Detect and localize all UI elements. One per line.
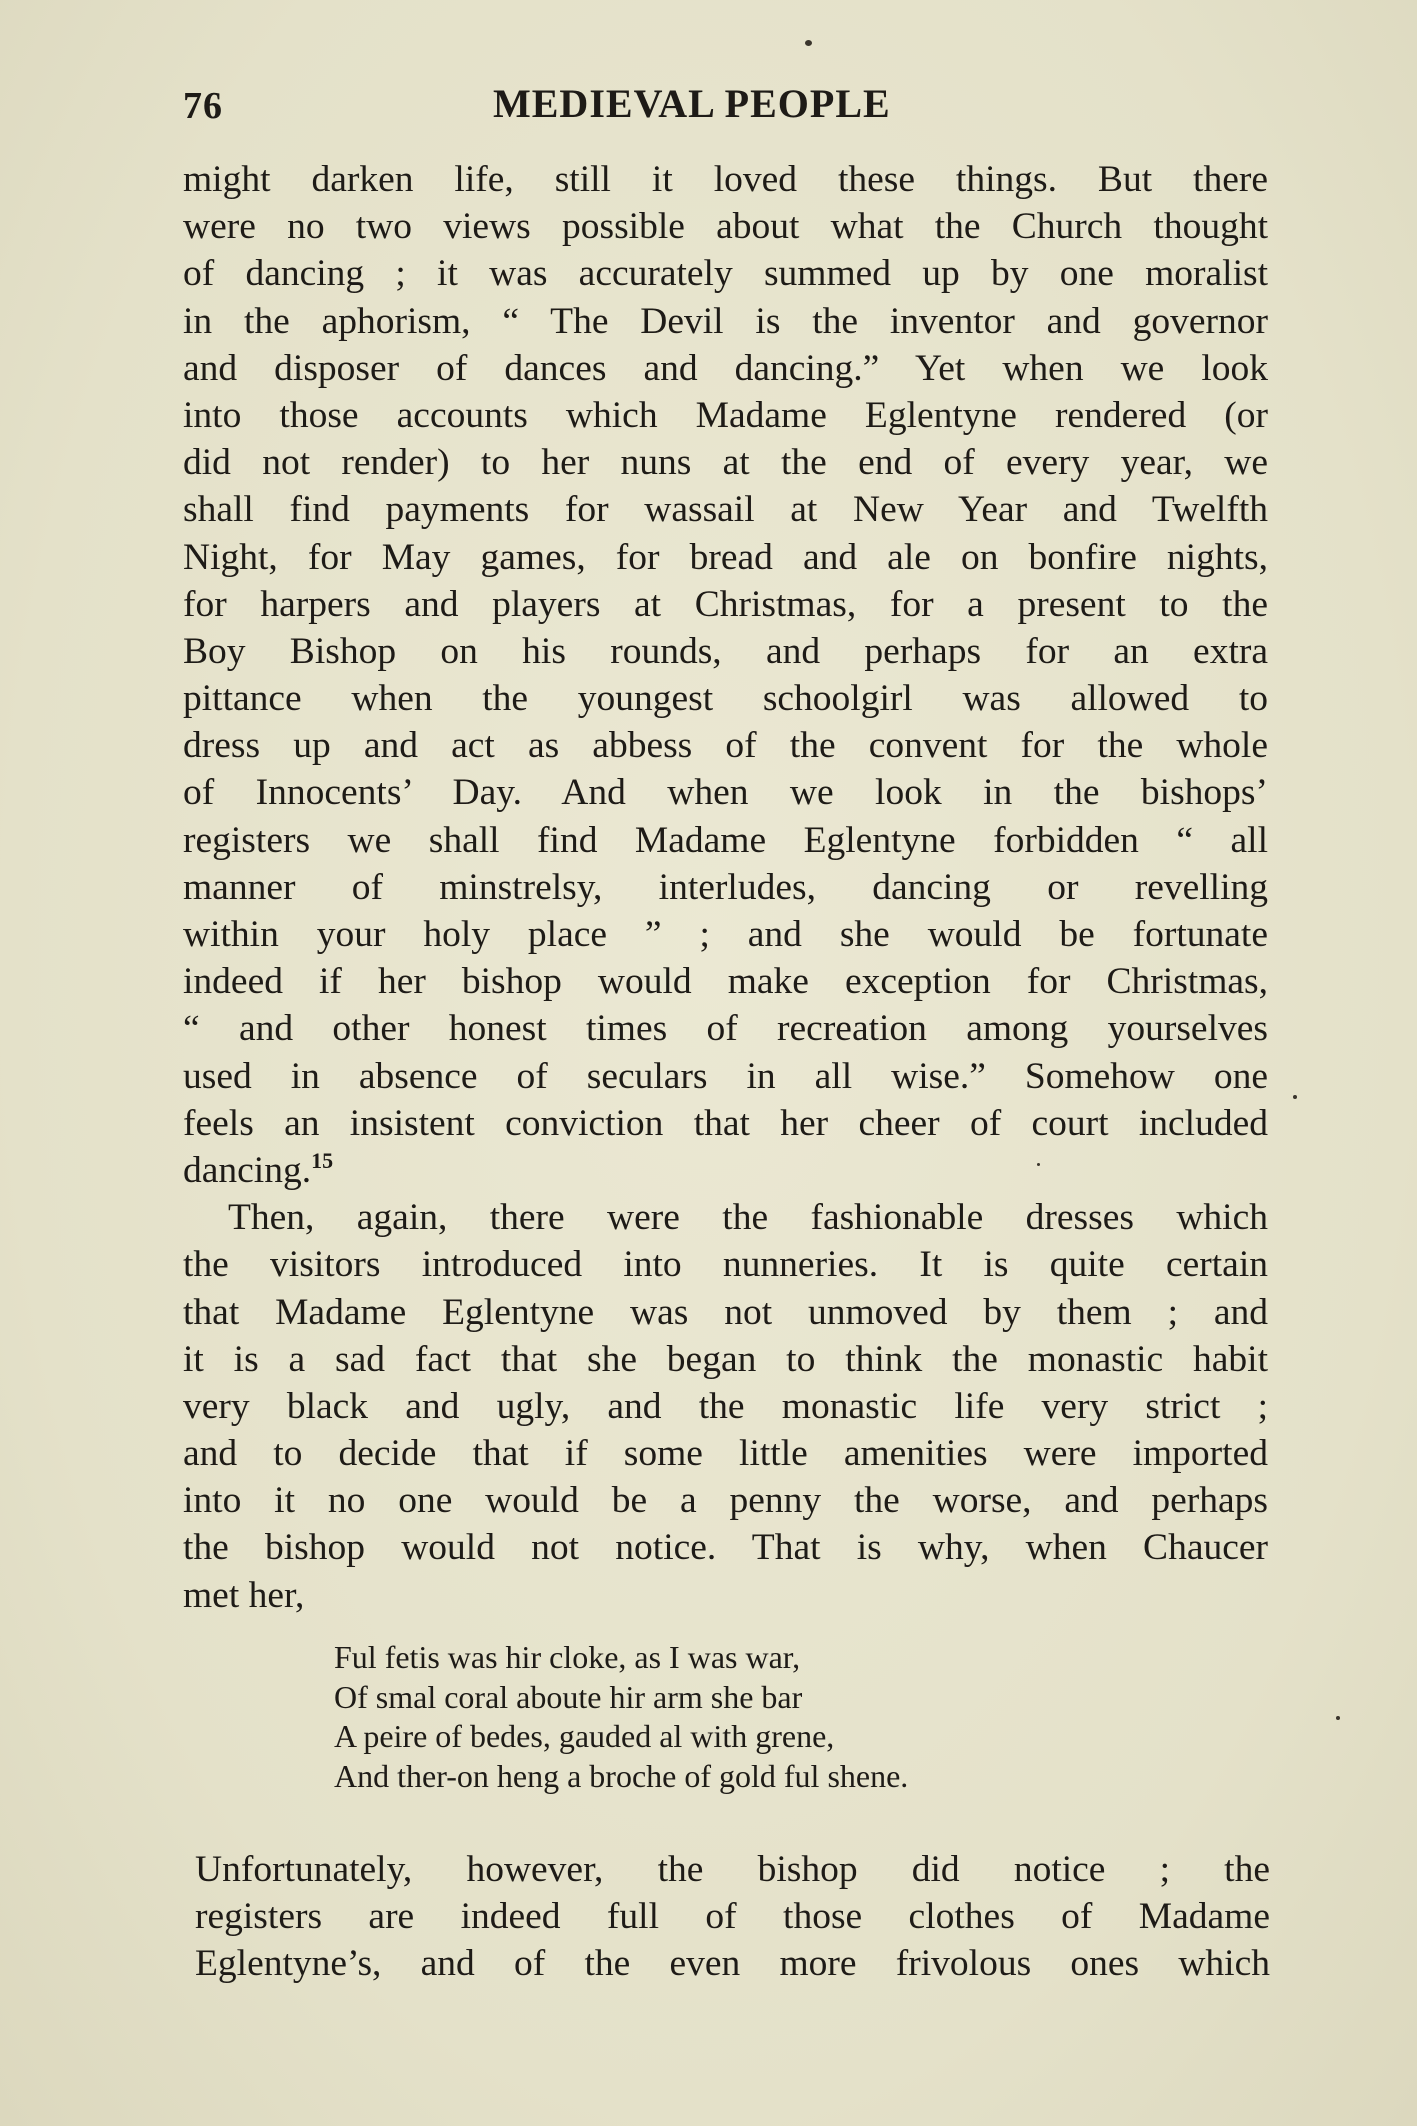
text-line: Boy Bishop on his rounds, and perhaps for an extra: [183, 630, 1268, 672]
paragraph-end-word: dancing.: [183, 1149, 312, 1191]
ink-speck: [1293, 1095, 1297, 1099]
text-line: into those accounts which Madame Eglentyne rendered (or: [183, 394, 1268, 436]
verse-line: Ful fetis was hir cloke, as I was war,: [334, 1639, 801, 1675]
text-line: the visitors introduced into nunneries. It is quite certain: [183, 1244, 1268, 1286]
text-line: and to decide that if some little amenities were imported: [183, 1433, 1268, 1475]
text-line: it is a sad fact that she began to think the monastic habit: [183, 1338, 1268, 1380]
text-line: Unfortunately, however, the bishop did notice ; the: [195, 1849, 1270, 1890]
text-line: in the aphorism, “ The Devil is the inventor and governor: [183, 300, 1268, 342]
text-line: the bishop would not notice. That is why, when Chaucer: [183, 1527, 1268, 1569]
running-title: MEDIEVAL PEOPLE: [493, 81, 891, 126]
text-line: of dancing ; it was accurately summed up by one moralist: [183, 253, 1268, 295]
text-line: for harpers and players at Christmas, for a present to the: [183, 583, 1268, 625]
text-line: were no two views possible about what the Church thought: [183, 206, 1268, 248]
text-line: “ and other honest times of recreation among yourselves: [183, 1008, 1268, 1050]
verse-line: And ther-on heng a broche of gold ful shene.: [334, 1757, 909, 1794]
ink-speck: [1336, 1716, 1340, 1720]
verse-line: A peire of bedes, gauded al with grene,: [334, 1718, 835, 1754]
verse-quotation: [334, 1638, 1134, 1796]
text-line: and disposer of dances and dancing.” Yet when we look: [183, 347, 1268, 389]
text-line: within your holy place ” ; and she would be fortunate: [183, 914, 1268, 955]
ink-speck: [805, 40, 812, 46]
text-line: registers are indeed full of those clothes of Madame: [195, 1896, 1270, 1938]
text-line: into it no one would be a penny the worse, and perhaps: [183, 1480, 1268, 1522]
text-line: that Madame Eglentyne was not unmoved by them ; and: [183, 1291, 1268, 1333]
paragraph-end-line: [183, 1147, 1268, 1194]
page-number: 76: [183, 85, 223, 127]
text-line: dress up and act as abbess of the convent for the whole: [183, 725, 1268, 767]
text-line: did not render) to her nuns at the end of every year, we: [183, 442, 1268, 484]
text-line: feels an insistent conviction that her cheer of court included: [183, 1102, 1268, 1144]
text-line: Then, again, there were the fashionable dresses which: [228, 1197, 1268, 1239]
verse-line: Of smal coral aboute hir arm she bar: [334, 1678, 803, 1715]
text-line: pittance when the youngest schoolgirl was allowed to: [183, 678, 1268, 720]
footnote-reference[interactable]: 15: [311, 1147, 334, 1173]
running-head: [183, 80, 1273, 140]
text-line: might darken life, still it loved these things. But there: [183, 159, 1268, 200]
text-line: met her,: [183, 1574, 305, 1616]
text-line: indeed if her bishop would make exception for Christmas,: [183, 961, 1268, 1003]
text-line: shall find payments for wassail at New Year and Twelfth: [183, 489, 1268, 531]
text-line: Night, for May games, for bread and ale on bonfire nights,: [183, 536, 1268, 578]
text-line: very black and ugly, and the monastic life very strict ;: [183, 1385, 1268, 1427]
text-line: registers we shall find Madame Eglentyne forbidden “ all: [183, 819, 1268, 861]
text-line: of Innocents’ Day. And when we look in the bishops’: [183, 772, 1268, 814]
text-line: Eglentyne’s, and of the even more frivolous ones which: [195, 1943, 1270, 1985]
body-text: [183, 156, 1268, 1619]
text-line: used in absence of seculars in all wise.” Somehow one: [183, 1055, 1268, 1097]
body-text-continued: [195, 1846, 1270, 1988]
text-line: manner of minstrelsy, interludes, dancing or revelling: [183, 866, 1268, 908]
